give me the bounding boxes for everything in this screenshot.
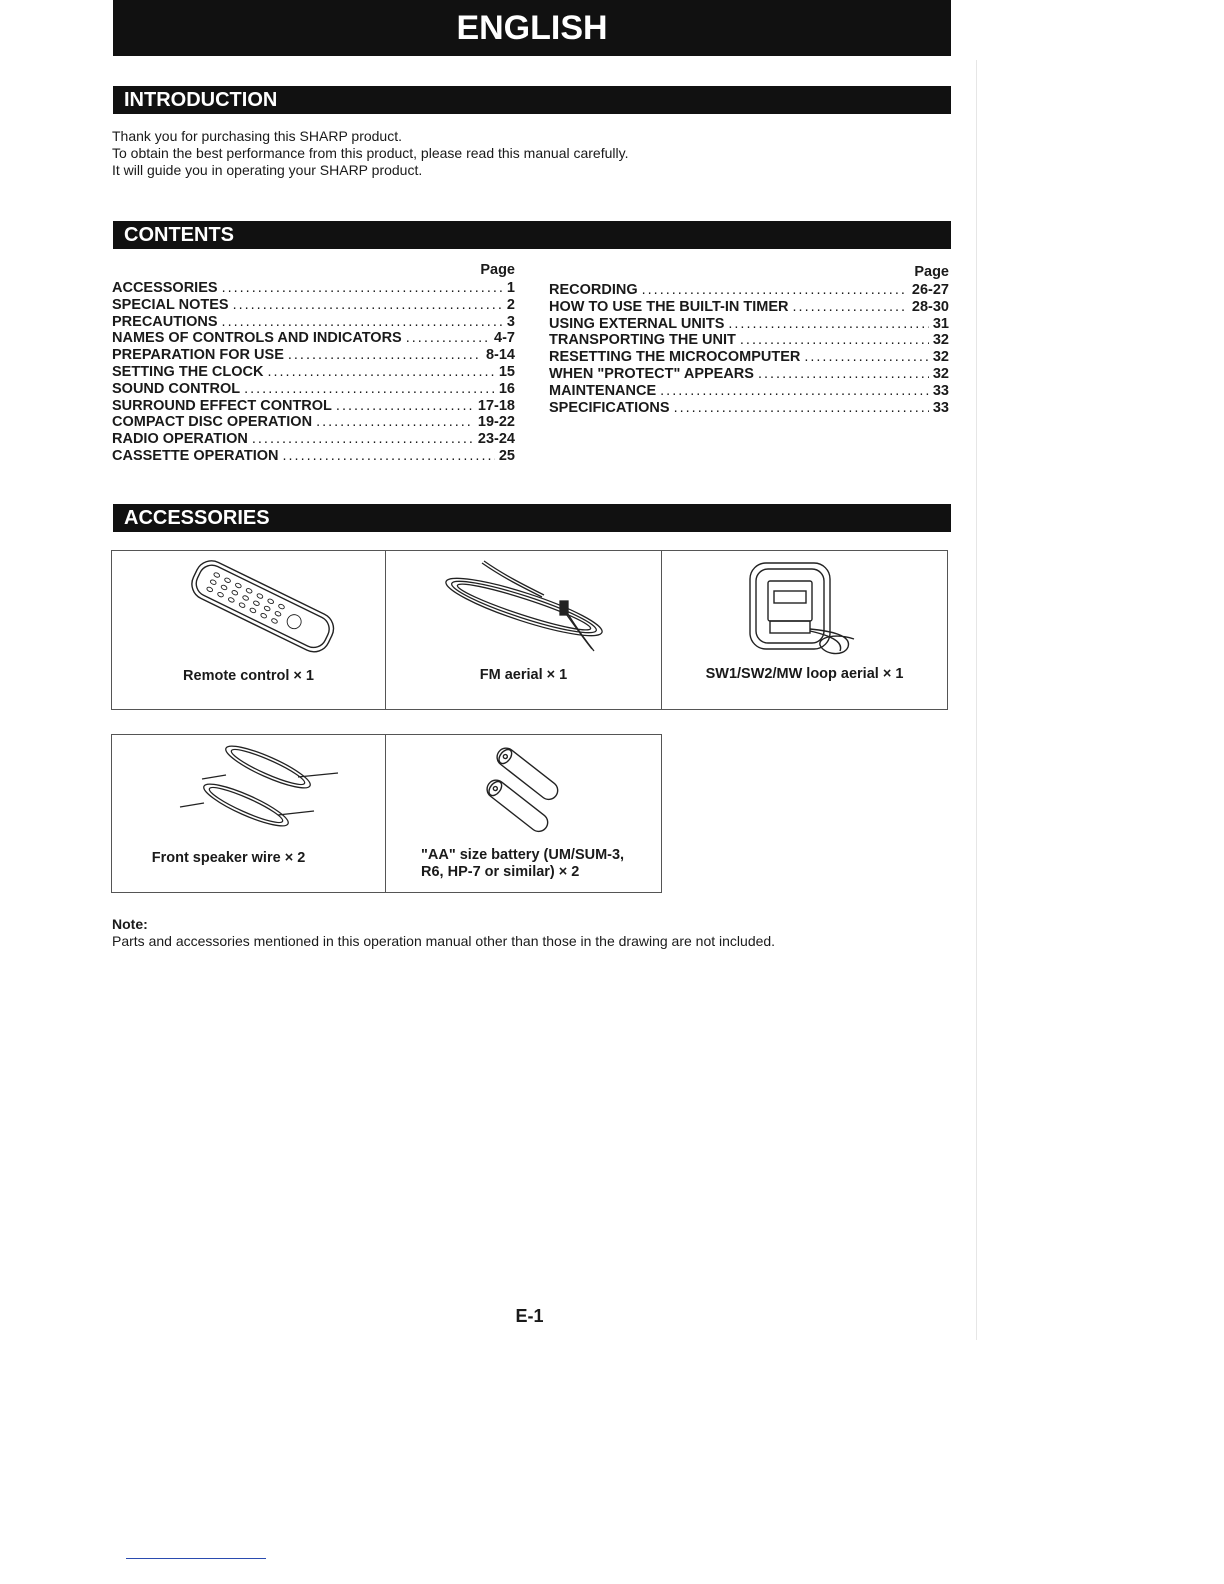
toc-entry-page: 28-30 xyxy=(911,298,949,315)
toc-entry-title: TRANSPORTING THE UNIT xyxy=(549,332,736,349)
toc-entry-page: 2 xyxy=(506,296,515,313)
toc-entry-page: 32 xyxy=(932,349,949,366)
toc-entry xyxy=(549,332,949,349)
toc-entry-page: 26-27 xyxy=(911,282,949,298)
toc-entry-page: 33 xyxy=(932,382,949,399)
toc-entry-title: RADIO OPERATION xyxy=(112,431,248,448)
toc-entry-title: HOW TO USE THE BUILT-IN TIMER xyxy=(549,298,789,315)
toc-leader-dots xyxy=(222,314,503,331)
toc-entry-title: ACCESSORIES xyxy=(112,280,218,296)
intro-line: To obtain the best performance from this product, please read this manual carefully. xyxy=(112,145,629,161)
toc-leader-dots xyxy=(283,448,495,465)
page-column-heading: Page xyxy=(480,262,515,278)
toc-entry-title: RESETTING THE MICROCOMPUTER xyxy=(549,349,801,366)
intro-line: Thank you for purchasing this SHARP product. xyxy=(112,128,403,144)
scan-edge-line xyxy=(976,60,977,1340)
toc-entry-page: 33 xyxy=(932,399,949,416)
toc-entry xyxy=(549,383,949,400)
page-number: E-1 xyxy=(515,1306,544,1326)
loop-aerial-icon xyxy=(744,559,864,659)
toc-entry-page: 15 xyxy=(498,363,515,380)
battery-label-line-1: "AA" size battery (UM/SUM-3, xyxy=(421,847,625,863)
toc-entry-title: COMPACT DISC OPERATION xyxy=(112,414,313,431)
toc-entry-title: PRECAUTIONS xyxy=(112,313,218,330)
toc-entry-title: SURROUND EFFECT CONTROL xyxy=(112,397,332,414)
battery-label-line-2: R6, HP-7 or similar) × 2 xyxy=(421,864,580,880)
footer-rule xyxy=(126,1558,266,1559)
toc-entry-title: RECORDING xyxy=(549,282,638,298)
accessory-fm-aerial xyxy=(385,550,662,710)
toc-entry xyxy=(112,314,515,331)
toc-entry xyxy=(112,347,515,364)
toc-leader-dots xyxy=(252,431,474,448)
toc-entry-page: 19-22 xyxy=(477,414,515,431)
remote-control-icon xyxy=(180,555,340,655)
toc-entry-page: 25 xyxy=(498,447,515,464)
toc-leader-dots xyxy=(233,297,503,314)
toc-entry xyxy=(112,414,515,431)
toc-leader-dots xyxy=(336,398,474,415)
toc-entry xyxy=(549,366,949,383)
toc-entry-page: 16 xyxy=(498,380,515,397)
toc-entry-title: WHEN "PROTECT" APPEARS xyxy=(549,365,754,382)
toc-entry xyxy=(112,330,515,347)
toc-leader-dots xyxy=(288,347,482,364)
toc-entry xyxy=(112,280,515,297)
toc-leader-dots xyxy=(642,282,908,299)
accessory-label xyxy=(421,847,661,881)
toc-entry-title: USING EXTERNAL UNITS xyxy=(549,315,725,332)
battery-icon xyxy=(478,747,578,837)
fm-aerial-icon xyxy=(434,555,614,655)
toc-entry-title: NAMES OF CONTROLS AND INDICATORS xyxy=(112,330,402,347)
contents-heading: CONTENTS xyxy=(113,221,951,249)
toc-leader-dots xyxy=(758,366,929,383)
accessory-label: Remote control × 1 xyxy=(183,668,314,684)
toc-entry-title: SOUND CONTROL xyxy=(112,380,241,397)
toc-entry-page: 32 xyxy=(932,365,949,382)
toc-leader-dots xyxy=(267,364,494,381)
toc-entry xyxy=(112,448,515,465)
toc-entry-title: SPECIFICATIONS xyxy=(549,399,670,416)
toc-entry-title: MAINTENANCE xyxy=(549,382,657,399)
toc-entry xyxy=(112,381,515,398)
toc-entry xyxy=(112,297,515,314)
introduction-text xyxy=(112,128,628,179)
toc-entry xyxy=(112,431,515,448)
toc-leader-dots xyxy=(728,316,929,333)
toc-leader-dots xyxy=(406,330,490,347)
toc-entry xyxy=(549,299,949,316)
contents-left-column xyxy=(112,262,515,465)
page-column-heading: Page xyxy=(914,264,949,280)
toc-entry-page: 3 xyxy=(506,313,515,330)
accessory-label: Front speaker wire × 2 xyxy=(151,850,306,866)
toc-leader-dots xyxy=(316,414,474,431)
accessory-loop-aerial xyxy=(661,550,948,710)
toc-entry xyxy=(549,349,949,366)
accessory-remote-control xyxy=(111,550,386,710)
note-heading: Note: xyxy=(112,916,148,932)
toc-leader-dots xyxy=(660,383,929,400)
toc-leader-dots xyxy=(222,280,503,297)
toc-entry-page: 32 xyxy=(932,332,949,349)
language-banner: ENGLISH xyxy=(113,0,951,56)
toc-entry xyxy=(549,316,949,333)
toc-entry-title: CASSETTE OPERATION xyxy=(112,447,279,464)
accessory-battery xyxy=(385,734,662,893)
toc-entry-page: 23-24 xyxy=(477,431,515,448)
toc-entry xyxy=(549,282,949,299)
toc-entry xyxy=(112,364,515,381)
toc-entry-title: SETTING THE CLOCK xyxy=(112,363,264,380)
accessory-label: FM aerial × 1 xyxy=(479,667,568,683)
accessories-heading: ACCESSORIES xyxy=(113,504,951,532)
contents-right-column xyxy=(549,264,949,416)
intro-line: It will guide you in operating your SHARP product. xyxy=(112,162,423,178)
toc-entry xyxy=(549,400,949,417)
toc-entry-page: 1 xyxy=(506,280,515,296)
note xyxy=(112,916,775,950)
toc-entry-title: PREPARATION FOR USE xyxy=(112,347,284,364)
note-text: Parts and accessories mentioned in this operation manual other than those in the drawing are not included. xyxy=(112,933,776,949)
introduction-heading: INTRODUCTION xyxy=(113,86,951,114)
toc-entry xyxy=(112,398,515,415)
toc-leader-dots xyxy=(244,381,495,398)
accessory-label: SW1/SW2/MW loop aerial × 1 xyxy=(705,666,904,682)
toc-entry-page: 4-7 xyxy=(494,330,515,347)
toc-entry-page: 31 xyxy=(932,315,949,332)
speaker-wire-icon xyxy=(174,741,344,845)
toc-leader-dots xyxy=(804,349,929,366)
accessory-speaker-wire xyxy=(111,734,386,893)
toc-leader-dots xyxy=(674,400,929,417)
toc-leader-dots xyxy=(793,299,908,316)
toc-entry-page: 8-14 xyxy=(485,347,515,364)
toc-entry-page: 17-18 xyxy=(477,397,515,414)
toc-entry-title: SPECIAL NOTES xyxy=(112,296,229,313)
toc-leader-dots xyxy=(740,332,929,349)
